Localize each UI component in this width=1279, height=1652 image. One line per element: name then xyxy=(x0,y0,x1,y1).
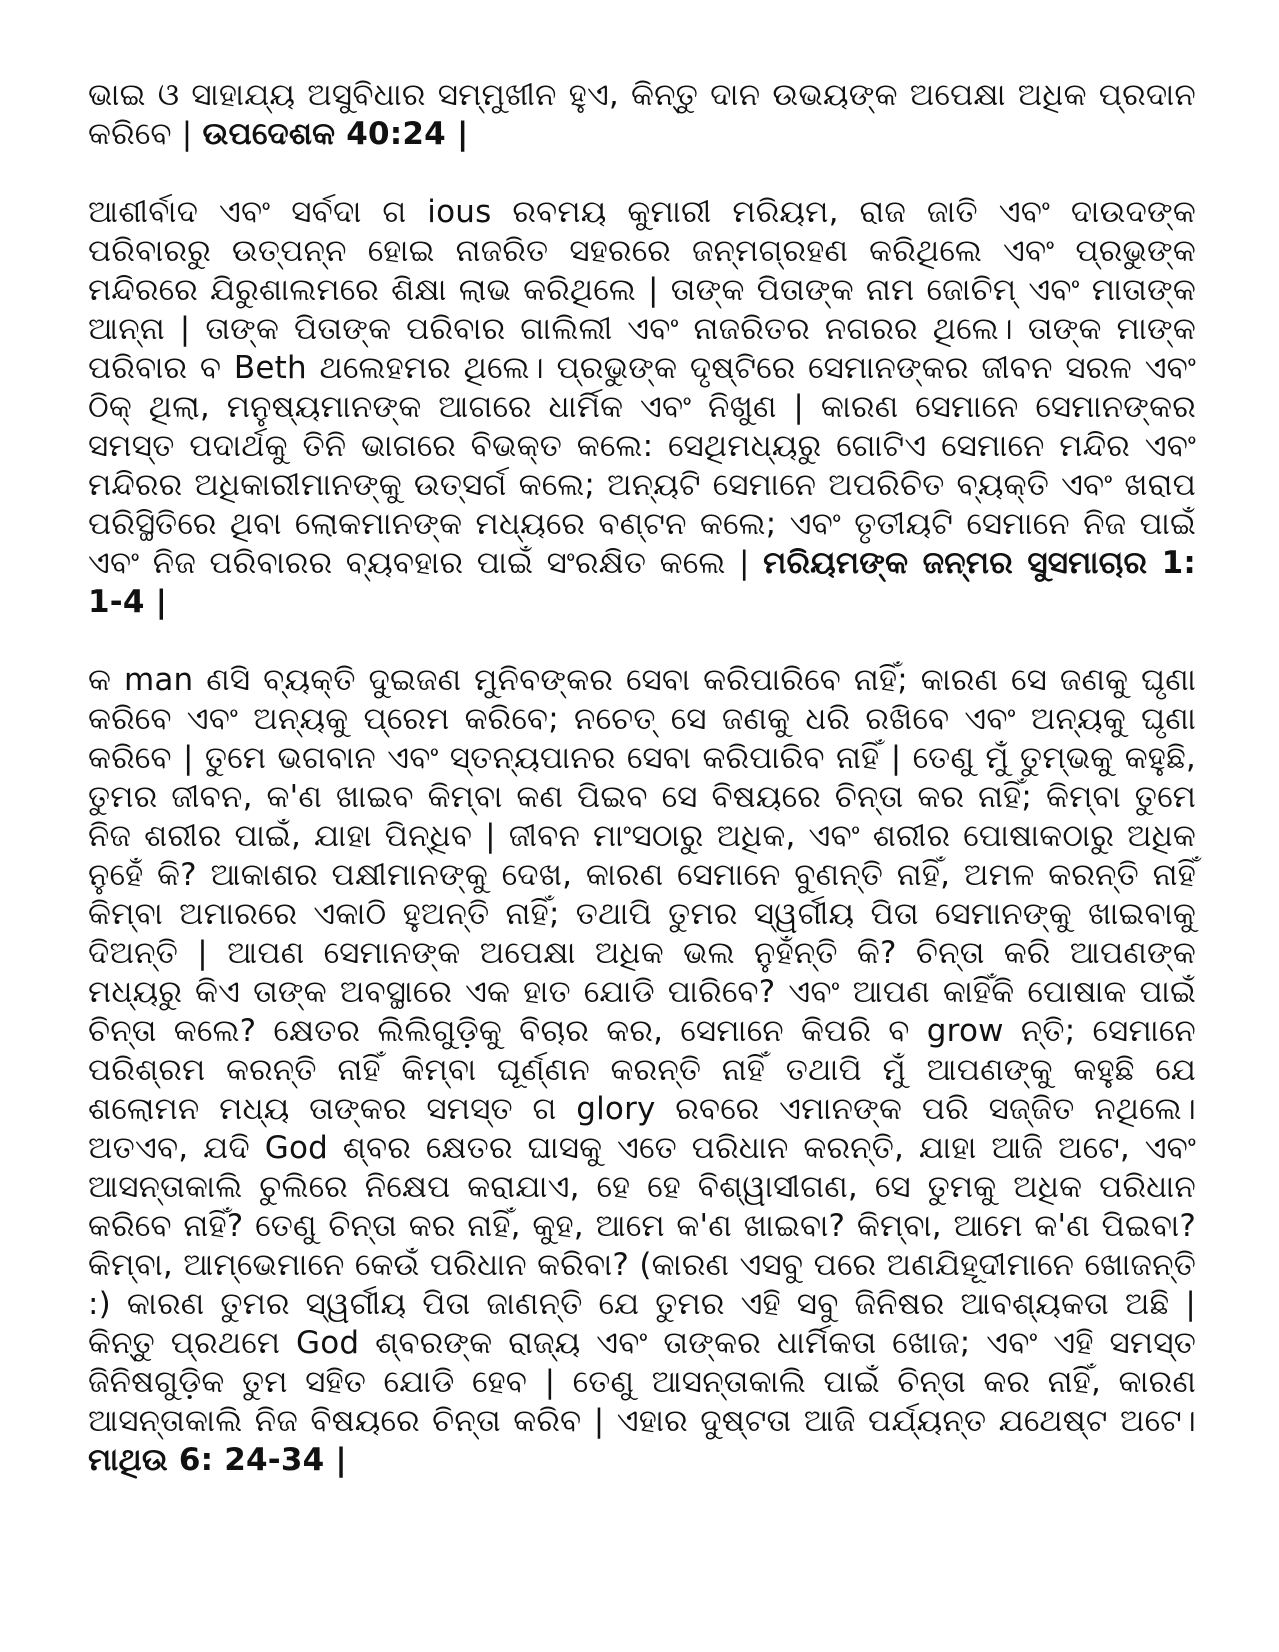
scripture-reference: ଉପଦେଶକ 40:24 | xyxy=(202,116,469,152)
passage-ecclesiasticus xyxy=(88,76,1196,154)
passage-text: ଆଶୀର୍ବାଦ ଏବଂ ସର୍ବଦା ଗ ious ରବମୟ କୁମାରୀ ମରିୟମ, ରାଜ ଜାତି ଏବଂ ଦାଉଦଙ୍କ ପରିବାରରୁ ଉତ୍ପନ୍ନ ହୋଇ ନାଜରିତ ସହରରେ ଜନ୍ମଗ୍ରହଣ କରିଥିଲେ ଏବଂ ପ୍ରଭୁଙ୍କ ମନ୍ଦିରରେ ଯିରୁଶାଲମରେ ଶିକ୍ଷା ଲାଭ କରିଥିଲେ | ତାଙ୍କ ପିତାଙ୍କ ନାମ ଜୋଚିମ୍ ଏବଂ ମାତାଙ୍କ ଆନ୍ନା | ତାଙ୍କ ପିତାଙ୍କ ପରିବାର ଗାଲିଲୀ ଏବଂ ନାଜରିତର ନଗରର ଥିଲେ। ତାଙ୍କ ମାଙ୍କ ପରିବାର ବ Beth ଥଲେହମର ଥିଲେ। ପ୍ରଭୁଙ୍କ ଦୃଷ୍ଟିରେ ସେମାନଙ୍କର ଜୀବନ ସରଳ ଏବଂ ଠିକ୍ ଥିଲା, ମନୁଷ୍ୟମାନଙ୍କ ଆଗରେ ଧାର୍ମିକ ଏବଂ ନିଖୁଣ | କାରଣ ସେମାନେ ସେମାନଙ୍କର ସମସ୍ତ ପଦାର୍ଥକୁ ତିନି ଭାଗରେ ବିଭକ୍ତ କଲେ: ସେଥିମଧ୍ୟରୁ ଗୋଟିଏ ସେମାନେ ମନ୍ଦିର ଏବଂ ମନ୍ଦିରର ଅଧିକାରୀମାନଙ୍କୁ ଉତ୍ସର୍ଗ କଲେ; ଅନ୍ୟଟି ସେମାନେ ଅପରିଚିତ ବ୍ୟକ୍ତି ଏବଂ ଖରାପ ପରିସ୍ଥିତିରେ ଥିବା ଲୋକମାନଙ୍କ ମଧ୍ୟରେ ବଣ୍ଟନ କଲେ; ଏବଂ ତୃତୀୟଟି ସେମାନେ ନିଜ ପାଇଁ ଏବଂ ନିଜ ପରିବାରର ବ୍ୟବହାର ପାଇଁ ସଂରକ୍ଷିତ କଲେ | xyxy=(88,194,1196,581)
document-page xyxy=(88,76,1196,1480)
passage-matthew xyxy=(88,661,1196,1480)
scripture-reference: ମାଥିଉ 6: 24-34 | xyxy=(88,1442,347,1478)
passage-text: କ man ଣସି ବ୍ୟକ୍ତି ଦୁଇଜଣ ମୁନିବଙ୍କର ସେବା କରିପାରିବେ ନାହିଁ; କାରଣ ସେ ଜଣକୁ ଘୃଣା କରିବେ ଏବଂ ଅନ୍ୟକୁ ପ୍ରେମ କରିବେ; ନଚେତ୍ ସେ ଜଣକୁ ଧରି ରଖିବେ ଏବଂ ଅନ୍ୟକୁ ଘୃଣା କରିବେ | ତୁମେ ଭଗବାନ ଏବଂ ସ୍ତନ୍ୟପାନର ସେବା କରିପାରିବ ନାହିଁ | ତେଣୁ ମୁଁ ତୁମ୍ଭକୁ କହୁଛି, ତୁମର ଜୀବନ, କ'ଣ ଖାଇବ କିମ୍ବା କଣ ପିଇବ ସେ ବିଷୟରେ ଚିନ୍ତା କର ନାହିଁ; କିମ୍ବା ତୁମେ ନିଜ ଶରୀର ପାଇଁ, ଯାହା ପିନ୍ଧିବ | ଜୀବନ ମାଂସଠାରୁ ଅଧିକ, ଏବଂ ଶରୀର ପୋଷାକଠାରୁ ଅଧିକ ନୁହେଁ କି? ଆକାଶର ପକ୍ଷୀମାନଙ୍କୁ ଦେଖ, କାରଣ ସେମାନେ ବୁଣନ୍ତି ନାହିଁ, ଅମଳ କରନ୍ତି ନାହିଁ କିମ୍ବା ଅମାରରେ ଏକାଠି ହୁଅନ୍ତି ନାହିଁ; ତଥାପି ତୁମର ସ୍ୱର୍ଗୀୟ ପିତା ସେମାନଙ୍କୁ ଖାଇବାକୁ ଦିଅନ୍ତି | ଆପଣ ସେମାନଙ୍କ ଅପେକ୍ଷା ଅଧିକ ଭଲ ନୁହଁନ୍ତି କି? ଚିନ୍ତା କରି ଆପଣଙ୍କ ମଧ୍ୟରୁ କିଏ ତାଙ୍କ ଅବସ୍ଥାରେ ଏକ ହାତ ଯୋଡି ପାରିବେ? ଏବଂ ଆପଣ କାହିଁକି ପୋଷାକ ପାଇଁ ଚିନ୍ତା କଲେ? କ୍ଷେତର ଲିଲିଗୁଡ଼ିକୁ ବିଚାର କର, ସେମାନେ କିପରି ବ grow ନ୍ତି; ସେମାନେ ପରିଶ୍ରମ କରନ୍ତି ନାହିଁ କିମ୍ବା ଘୂର୍ଣ୍ଣନ କରନ୍ତି ନାହିଁ ତଥାପି ମୁଁ ଆପଣଙ୍କୁ କହୁଛି ଯେ ଶଲୋମନ ମଧ୍ୟ ତାଙ୍କର ସମସ୍ତ ଗ glory ରବରେ ଏମାନଙ୍କ ପରି ସଜ୍ଜିତ ନଥିଲେ। ଅତଏବ, ଯଦି God ଶ୍ବର କ୍ଷେତର ଘାସକୁ ଏତେ ପରିଧାନ କରନ୍ତି, ଯାହା ଆଜି ଅଟେ, ଏବଂ ଆସନ୍ତାକାଲି ଚୁଲିରେ ନିକ୍ଷେପ କରାଯାଏ, ହେ ହେ ବିଶ୍ୱାସୀଗଣ, ସେ ତୁମକୁ ଅଧିକ ପରିଧାନ କରିବେ ନାହିଁ? ତେଣୁ ଚିନ୍ତା କର ନାହିଁ, କୁହ, ଆମେ କ'ଣ ଖାଇବା? କିମ୍ବା, ଆମେ କ'ଣ ପିଇବା? କିମ୍ବା, ଆମ୍ଭେମାନେ କେଉଁ ପରିଧାନ କରିବା? (କାରଣ ଏସବୁ ପରେ ଅଣଯିହୂଦୀମାନେ ଖୋଜନ୍ତି :) କାରଣ ତୁମର ସ୍ୱର୍ଗୀୟ ପିତା ଜାଣନ୍ତି ଯେ ତୁମର ଏହି ସବୁ ଜିନିଷର ଆବଶ୍ୟକତା ଅଛି | କିନ୍ତୁ ପ୍ରଥମେ God ଶ୍ବରଙ୍କ ରାଜ୍ୟ ଏବଂ ତାଙ୍କର ଧାର୍ମିକତା ଖୋଜ; ଏବଂ ଏହି ସମସ୍ତ ଜିନିଷଗୁଡ଼ିକ ତୁମ ସହିତ ଯୋଡି ହେବ | ତେଣୁ ଆସନ୍ତାକାଲି ପାଇଁ ଚିନ୍ତା କର ନାହିଁ, କାରଣ ଆସନ୍ତାକାଲି ନିଜ ବିଷୟରେ ଚିନ୍ତା କରିବ | ଏହାର ଦୁଷ୍ଟତା ଆଜି ପର୍ଯ୍ୟନ୍ତ ଯଥେଷ୍ଟ ଅଟେ। xyxy=(88,662,1196,1439)
scripture-reference: ମରିୟମଙ୍କ ଜନ୍ମର ସୁସମାଚାର 1: 1-4 | xyxy=(88,545,1196,620)
passage-gospel-of-mary xyxy=(88,193,1196,622)
passage-text: ଭାଇ ଓ ସାହାଯ୍ୟ ଅସୁବିଧାର ସମ୍ମୁଖୀନ ହୁଏ, କିନ୍ତୁ ଦାନ ଉଭୟଙ୍କ ଅପେକ୍ଷା ଅଧିକ ପ୍ରଦାନ କରିବେ | xyxy=(88,77,1196,152)
